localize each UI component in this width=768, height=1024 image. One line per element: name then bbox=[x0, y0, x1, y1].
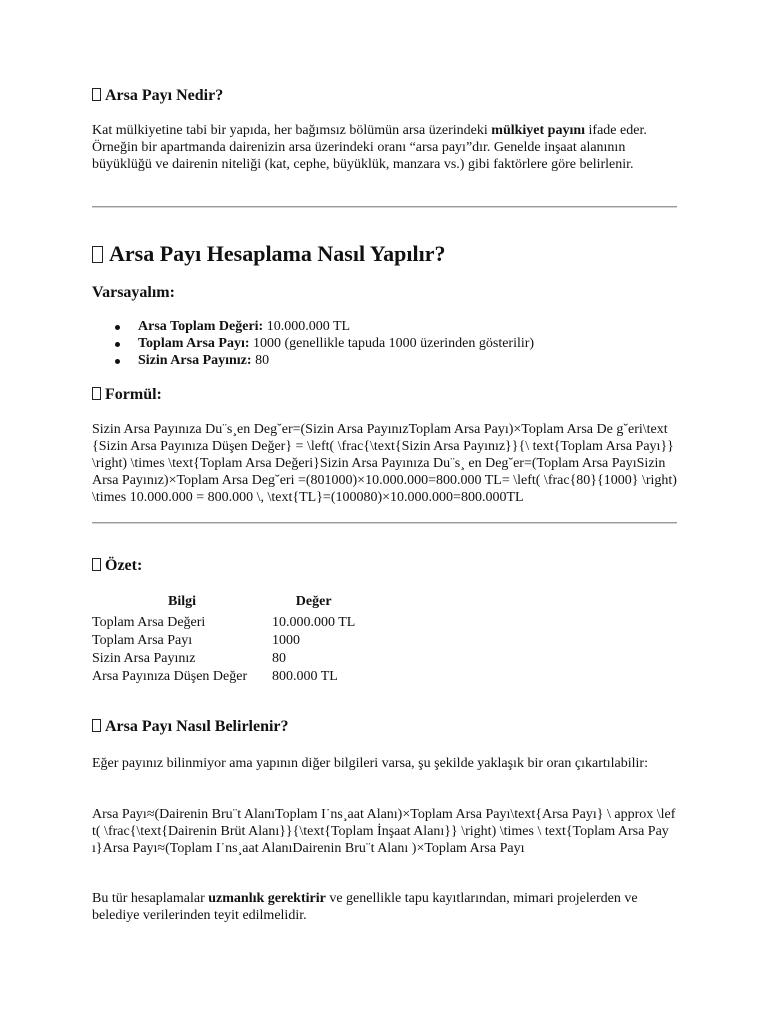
divider bbox=[92, 522, 677, 524]
table-row: Arsa Payınıza Düşen Değer 800.000 TL bbox=[92, 668, 338, 684]
list-item: Toplam Arsa Payı: 1000 (genellikle tapuda 1000 üzerinden gösterilir) bbox=[92, 335, 534, 352]
summary-table bbox=[92, 592, 355, 685]
list-item: Sizin Arsa Payınız: 80 bbox=[92, 352, 534, 369]
intro-paragraph: Kat mülkiyetine tabi bir yapıda, her bağımsız bölümün arsa üzerindeki mülkiyet payını ifade eder. Örneğin bir apartmanda dairenizin arsa üzerindeki oranı “arsa payı”dır. Genelde inşaat alanının büyüklüğü ve dairenin niteliği (kat, cephe, büyüklük, manzara vs.) gibi faktörlere göre belirlenir. bbox=[92, 123, 647, 172]
table-row: Toplam Arsa Değeri 10.000.000 TL bbox=[92, 614, 356, 630]
closing-paragraph: Bu tür hesaplamalar uzmanlık gerektirir ve genellikle tapu kayıtlarından, mimari projelerden ve belediye verilerinden teyit edilmelidir. bbox=[92, 891, 638, 923]
table-header-row bbox=[92, 592, 355, 613]
missing-glyph-icon bbox=[92, 246, 103, 263]
section-heading-nasil-belirlenir: Arsa Payı Nasıl Belirlenir? bbox=[92, 718, 289, 736]
column-header-deger: Değer bbox=[295, 594, 332, 609]
list-item: Arsa Toplam Değeri: 10.000.000 TL bbox=[92, 318, 534, 335]
table-row: Toplam Arsa Payı 1000 bbox=[92, 632, 300, 648]
divider bbox=[92, 206, 677, 208]
section-heading-arsa-payi-nedir: Arsa Payı Nedir? bbox=[92, 87, 223, 105]
subheading-varsayalim: Varsayalım: bbox=[92, 284, 175, 301]
assumption-list bbox=[92, 318, 534, 369]
missing-glyph-icon bbox=[92, 387, 101, 400]
section-heading-hesaplama: Arsa Payı Hesaplama Nasıl Yapılır? bbox=[92, 241, 446, 267]
table-row: Sizin Arsa Payınız 80 bbox=[92, 650, 286, 666]
section-heading-ozet: Özet: bbox=[92, 557, 142, 575]
estimate-intro-paragraph: Eğer payınız bilinmiyor ama yapının diğer bilgileri varsa, şu şekilde yaklaşık bir oran çıkartılabilir: bbox=[92, 756, 648, 771]
missing-glyph-icon bbox=[92, 719, 101, 732]
missing-glyph-icon bbox=[92, 88, 101, 101]
section-heading-formul: Formül: bbox=[92, 386, 162, 404]
missing-glyph-icon bbox=[92, 558, 101, 571]
column-header-bilgi: Bilgi bbox=[167, 594, 196, 609]
formula-text: Sizin Arsa Payınıza Du¨s¸en Deg˘er=(Sizin Arsa PayınızToplam Arsa Payı)×Toplam Arsa De g˘eri\text{Sizin Arsa Payınıza Düşen Değer} = \left( \frac{\text{Sizin Arsa Payınız}}{\ text{Toplam Arsa Payı}} \right) \times \text{Toplam Arsa Değeri}Sizin Arsa Payınıza Du¨s¸ en Deg˘er=(Toplam Arsa PayıSizin Arsa Payınız)×Toplam Arsa Deg˘eri =(801000)×10.000.000=800.000 TL= \left( \frac{80}{1000} \right) \times 10.000.000 = 800.000 \, \text{TL}=(100080)×10.000.000=800.000TL bbox=[92, 422, 677, 505]
estimate-formula-text: Arsa Payı≈(Dairenin Bru¨t AlanıToplam I˙ns¸aat Alanı)×Toplam Arsa Payı\text{Arsa Payı} \ approx \left( \frac{\text{Dairenin Brüt Alanı}}{\text{Toplam İnşaat Alanı}} \right) \times \ text{Toplam Arsa Payı}Arsa Payı≈(Toplam I˙ns¸aat AlanıDairenin Bru¨t Alanı )×Toplam Arsa Payı bbox=[92, 807, 676, 856]
